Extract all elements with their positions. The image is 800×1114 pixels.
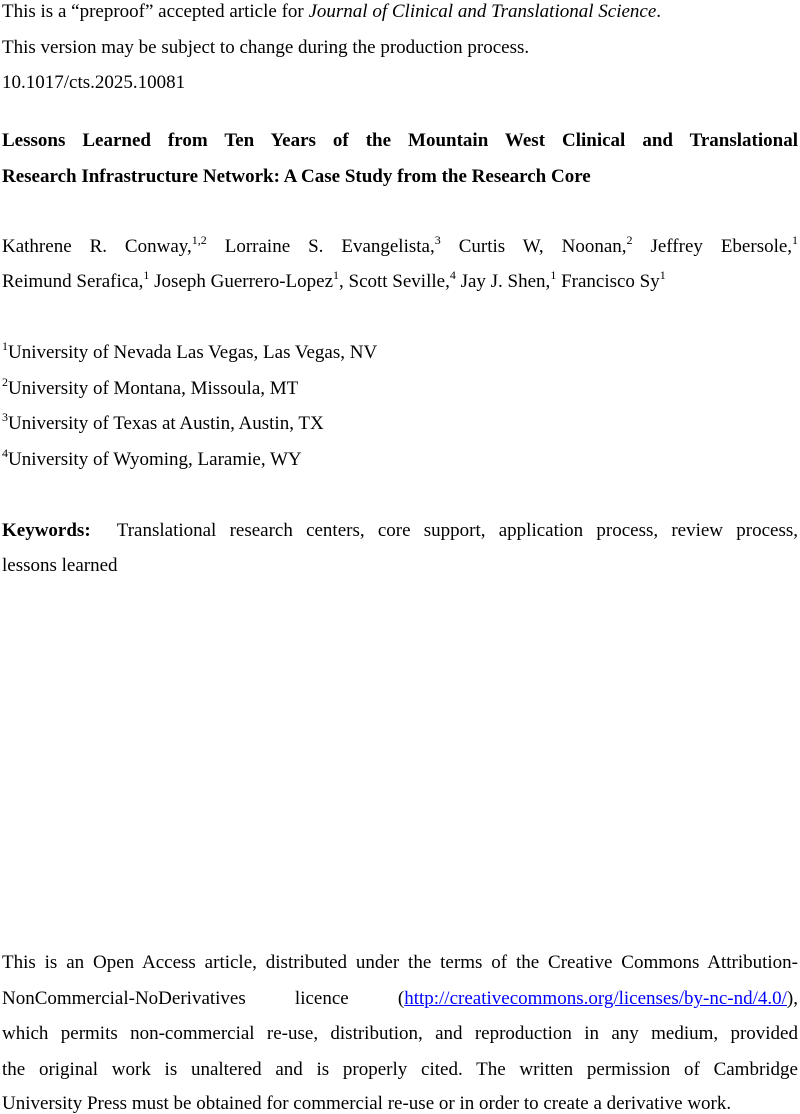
license-link[interactable]: http://creativecommons.org/licenses/by-nc-nd/4.0/ xyxy=(404,988,787,1009)
author: Jeffrey Ebersole,$^1$ xyxy=(650,233,799,257)
license-line-3: which permits non-commercial re-use, distribution, and reproduction in any medium, provided xyxy=(2,1023,798,1044)
authors-line-1 xyxy=(2,233,799,257)
author: Kathrene R. Conway,$^{1,2}$ xyxy=(2,233,207,257)
license-line-2: NonCommercial-NoDerivatives licence (http://creativecommons.org/licenses/by-nc-nd/4.0/), xyxy=(2,988,798,1009)
author: Joseph Guerrero-Lopez$^1$, xyxy=(154,268,344,292)
keywords-line-2: lessons learned xyxy=(2,555,118,576)
author: Curtis W, Noonan,$^2$ xyxy=(458,233,633,257)
affiliation: $^1$University of Nevada Las Vegas, Las Vegas, NV xyxy=(2,339,378,363)
author: Jay J. Shen,$^1$ xyxy=(460,268,557,292)
author: Scott Seville,$^4$ xyxy=(348,268,456,292)
preproof-prefix: This is a “preproof” accepted article for xyxy=(2,1,309,22)
article-title-line-1: Lessons Learned from Ten Years of the Mountain West Clinical and Translational xyxy=(2,130,798,151)
license-line-4: the original work is unaltered and is properly cited. The written permission of Cambridge xyxy=(2,1059,798,1080)
journal-name: Journal of Clinical and Translational Science xyxy=(308,1,657,22)
keywords-label: Keywords: xyxy=(2,520,91,541)
authors-line-2 xyxy=(2,268,666,292)
preproof-suffix: . xyxy=(656,1,662,22)
doi: 10.1017/cts.2025.10081 xyxy=(2,72,186,93)
author: Reimund Serafica,$^1$ xyxy=(2,268,150,292)
keywords-text: Translational research centers, core support, application process, review process, xyxy=(116,520,798,541)
keywords-line-1 xyxy=(2,521,798,540)
affiliation: $^3$University of Texas at Austin, Austin, TX xyxy=(2,410,324,434)
article-title-line-2: Research Infrastructure Network: A Case Study from the Research Core xyxy=(2,166,591,187)
author: Lorraine S. Evangelista,$^3$ xyxy=(224,233,441,257)
author: Francisco Sy$^1$ xyxy=(561,268,666,292)
affiliation: $^4$University of Wyoming, Laramie, WY xyxy=(2,446,302,470)
change-note: This version may be subject to change during the production process. xyxy=(2,37,530,58)
license-line-5: University Press must be obtained for commercial re-use or in order to create a derivative work. xyxy=(2,1093,732,1114)
preproof-notice xyxy=(2,2,661,21)
license-line-1: This is an Open Access article, distributed under the terms of the Creative Commons Attribution- xyxy=(2,952,798,973)
affiliation: $^2$University of Montana, Missoula, MT xyxy=(2,375,299,399)
